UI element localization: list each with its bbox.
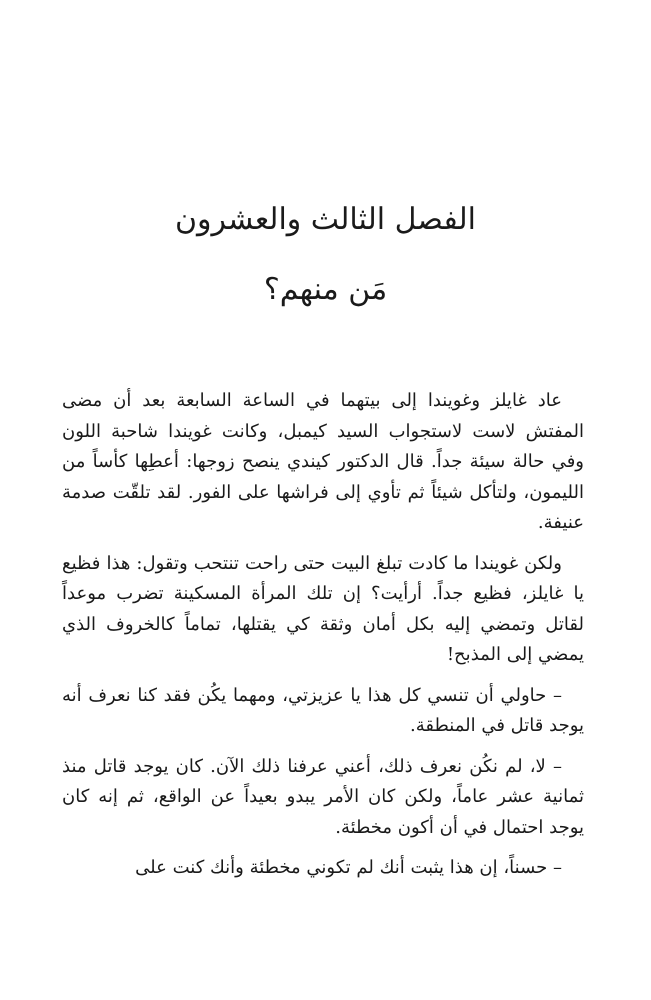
paragraph: – حسناً، إن هذا يثبت أنك لم تكوني مخطئة وأنك كنت على (135, 857, 562, 878)
chapter-heading: الفصل الثالث والعشرون (175, 202, 476, 237)
chapter-subtitle: مَن منهم؟ (263, 272, 388, 307)
paragraph: عاد غايلز وغويندا إلى بيتهما في الساعة السابعة بعد أن مضى المفتش لاست لاستجواب السيد كيمبل، وكانت غويندا شاحبة اللون وفي حالة سيئة جداً. قال الدكتور كيندي ينصح زوجها: أعطِها كأساً من الليمون، ولتأكل شيئاً ثم تأوي إلى فراشها على الفور. لقد تلقّت صدمة عنيفة. (62, 390, 584, 533)
paragraph: – حاولي أن تنسي كل هذا يا عزيزتي، ومهما يكُن فقد كنا نعرف أنه يوجد قاتل في المنطقة. (62, 684, 584, 736)
chapter-body (62, 386, 584, 894)
paragraph: – لا، لم نكُن نعرف ذلك، أعني عرفنا ذلك الآن. كان يوجد قاتل منذ ثمانية عشر عاماً، ولكن كان الأمر يبدو بعيداً عن الواقع، ثم إنه كان يوجد احتمال في أن أكون مخطئة. (62, 755, 584, 838)
paragraph: ولكن غويندا ما كادت تبلغ البيت حتى راحت تنتحب وتقول: هذا فظيع يا غايلز، فظيع جداً. أرأيت؟ إن تلك المرأة المسكينة تضرب موعداً لقاتل وتمضي إليه بكل أمان وثقة كي يقتلها، تماماً كالخروف الذي يمضي إلى المذبح! (62, 552, 584, 665)
